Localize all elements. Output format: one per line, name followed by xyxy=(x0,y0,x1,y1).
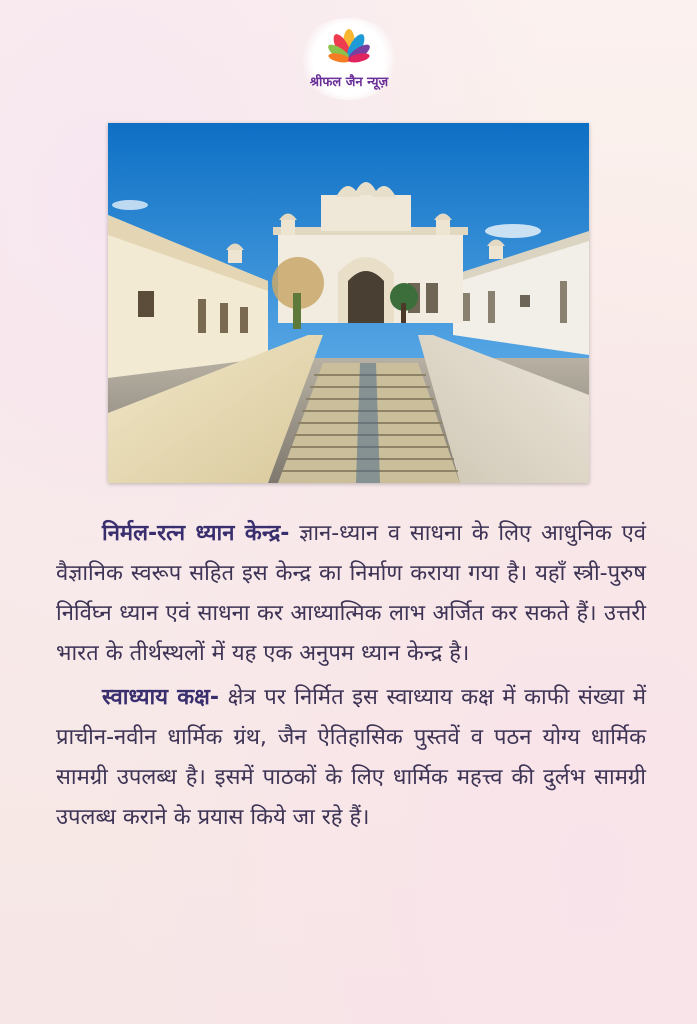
brand-name: श्रीफल जैन न्यूज़ xyxy=(309,75,389,90)
section-meditation-centre xyxy=(56,514,646,674)
section-study-room xyxy=(56,678,646,838)
article-body xyxy=(56,514,646,842)
temple-courtyard-icon xyxy=(108,123,589,483)
lotus-icon xyxy=(316,26,382,72)
temple-photo xyxy=(108,123,589,483)
section-heading: निर्मल-रत्न ध्यान केन्द्र- xyxy=(102,521,290,546)
section-heading: स्वाध्याय कक्ष- xyxy=(102,685,220,710)
brand-logo xyxy=(298,18,400,100)
section-body: क्षेत्र पर निर्मित इस स्वाध्याय कक्ष में काफी संख्या में प्राचीन-नवीन धार्मिक ग्रंथ, जैन ऐतिहासिक पुस्तवें व पठन योग्य धार्मिक सामग्री उपलब्ध है। इसमें पाठकों के लिए धार्मिक महत्त्व की दुर्लभ सामग्री उपलब्ध कराने के प्रयास किये जा रहे हैं। xyxy=(56,685,646,830)
section-body: ज्ञान-ध्यान व साधना के लिए आधुनिक एवं वैज्ञानिक स्वरूप सहित इस केन्द्र का निर्माण कराया गया है। यहाँ स्त्री-पुरुष निर्विघ्न ध्यान एवं साधना कर आध्यात्मिक लाभ अर्जित कर सकते हैं। उत्तरी भारत के तीर्थस्थलों में यह एक अनुपम ध्यान केन्द्र है। xyxy=(56,521,646,666)
